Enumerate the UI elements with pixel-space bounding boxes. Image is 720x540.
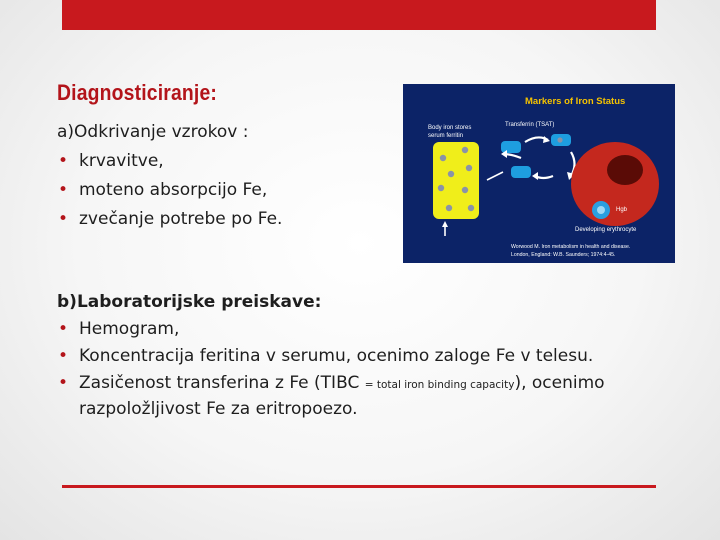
- iron-particle: [462, 187, 468, 193]
- list-item: • Koncentracija feritina v serumu, ocenimo zaloge Fe v telesu.: [57, 344, 657, 368]
- list-item: • moteno absorpcijo Fe,: [57, 176, 397, 205]
- section-lab-tests-heading: b)Laboratorijske preiskave:: [57, 292, 322, 312]
- lab-tests-list: [57, 317, 657, 421]
- list-item: • krvavitve,: [57, 147, 397, 176]
- erythrocyte-shape: [571, 142, 659, 226]
- iron-particle: [466, 165, 472, 171]
- stores-label: Body iron stores: [428, 125, 472, 131]
- iron-particle: [557, 137, 562, 142]
- causes-list: [57, 147, 397, 234]
- erythrocyte-label: Developing erythrocyte: [575, 227, 637, 233]
- tibc-definition: = total iron binding capacity: [364, 379, 515, 391]
- hemoglobin-core: [597, 206, 605, 214]
- section-lab-tests: [57, 288, 657, 424]
- arrow-icon: [543, 136, 550, 143]
- figure-title: Markers of Iron Status: [525, 96, 626, 107]
- iron-particle: [462, 147, 468, 153]
- bottom-accent-line: [62, 485, 656, 488]
- arrow-icon: [487, 172, 503, 180]
- list-item: [57, 371, 657, 421]
- hgb-label: Hgb: [616, 207, 628, 213]
- transferrin-molecule: [511, 166, 531, 178]
- figure-credit: Worwood M. Iron metabolism in health and disease.: [511, 244, 631, 250]
- iron-status-diagram: [403, 84, 675, 263]
- transferrin-molecule: [501, 141, 521, 153]
- list-item: • Hemogram,: [57, 317, 657, 341]
- iron-particle: [438, 185, 444, 191]
- arrow-icon: [532, 172, 538, 180]
- iron-status-figure: [403, 84, 675, 263]
- slide-title: Diagnosticiranje:: [57, 80, 218, 105]
- figure-credit: London, England: W.B. Saunders; 1974:4-45.: [511, 252, 616, 258]
- section-causes-heading: a)Odkrivanje vzrokov :: [57, 122, 249, 142]
- erythrocyte-nucleus: [607, 155, 643, 185]
- transferrin-label: Transferrin (TSAT): [505, 122, 555, 128]
- iron-particle: [446, 205, 452, 211]
- iron-particle: [448, 171, 454, 177]
- list-item-text: Zasičenost transferina z Fe (TIBC: [79, 373, 365, 393]
- section-causes: [57, 118, 397, 234]
- iron-particle: [468, 205, 474, 211]
- list-item-text: ), ocenimo razpoložljivost Fe za eritropoezo.: [79, 373, 605, 419]
- arrow-icon: [442, 221, 448, 227]
- top-accent-bar: [62, 0, 656, 30]
- iron-particle: [440, 155, 446, 161]
- list-item: • zvečanje potrebe po Fe.: [57, 205, 397, 234]
- ferritin-label: serum ferritin: [428, 133, 464, 139]
